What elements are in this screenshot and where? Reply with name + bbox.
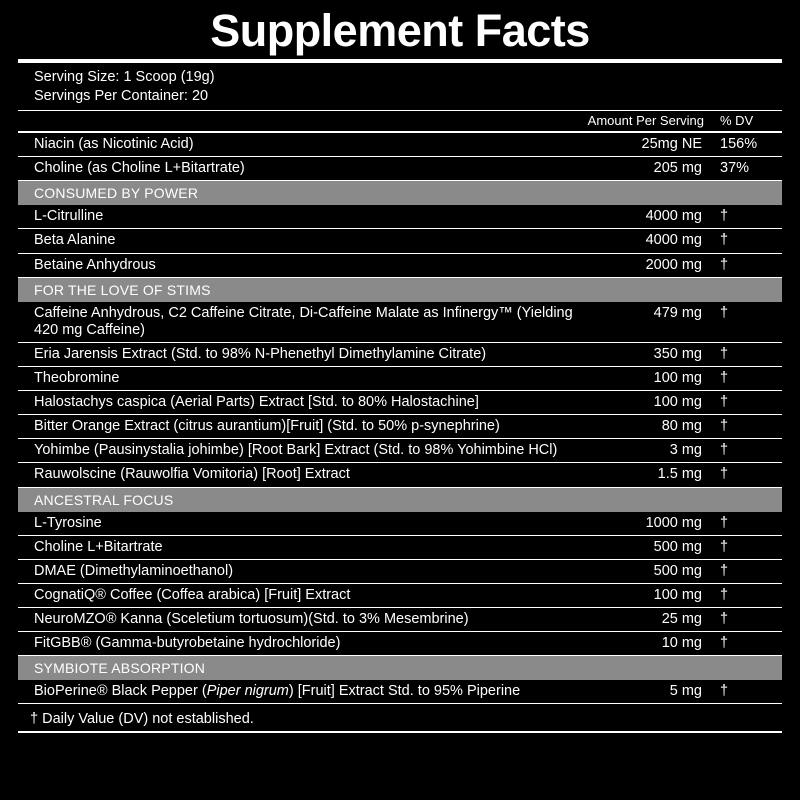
ingredient-name: Yohimbe (Pausinystalia johimbe) [Root Bark] Extract (Std. to 98% Yohimbine HCl)	[34, 442, 558, 459]
ingredient-amount: 500 mg	[653, 562, 702, 579]
group-header-label: FOR THE LOVE OF STIMS	[18, 277, 782, 302]
footer-divider	[18, 731, 782, 733]
group-header-row	[18, 277, 782, 302]
ingredient-daily-value: †	[720, 394, 729, 411]
serving-info	[18, 63, 782, 110]
ingredient-daily-value: 37%	[720, 160, 750, 177]
amount-per-serving-header: Amount Per Serving	[587, 113, 704, 129]
ingredient-daily-value: †	[720, 610, 729, 627]
ingredient-daily-value: †	[720, 635, 729, 652]
ingredient-name: Theobromine	[34, 369, 120, 386]
ingredient-amount: 3 mg	[669, 442, 702, 459]
ingredient-name: DMAE (Dimethylaminoethanol)	[34, 562, 234, 579]
servings-per-container: Servings Per Container: 20	[34, 87, 209, 104]
ingredient-daily-value: †	[720, 304, 729, 321]
ingredient-name: Betaine Anhydrous	[34, 256, 156, 273]
table-row	[18, 680, 782, 704]
group-header-label: ANCESTRAL FOCUS	[18, 487, 782, 512]
ingredient-amount: 10 mg	[661, 635, 702, 652]
ingredient-name: Bitter Orange Extract (citrus aurantium)[Fruit] (Std. to 50% p-synephrine)	[34, 418, 500, 435]
ingredient-amount: 205 mg	[653, 160, 702, 177]
ingredient-amount: 1000 mg	[645, 514, 702, 531]
table-row	[18, 302, 782, 343]
ingredient-amount: 100 mg	[653, 586, 702, 603]
ingredient-daily-value: †	[720, 418, 729, 435]
ingredient-daily-value: †	[720, 683, 729, 700]
table-row	[18, 229, 782, 253]
ingredient-amount: 80 mg	[661, 418, 702, 435]
ingredient-daily-value: †	[720, 466, 729, 483]
ingredient-name: L-Tyrosine	[34, 514, 102, 531]
table-row	[18, 205, 782, 229]
ingredient-name: Beta Alanine	[34, 232, 116, 249]
ingredient-name: BioPerine® Black Pepper (Piper nigrum) [Fruit] Extract Std. to 95% Piperine	[34, 683, 521, 700]
ingredient-daily-value: †	[720, 208, 729, 225]
ingredient-amount: 500 mg	[653, 538, 702, 555]
daily-value-header: % DV	[720, 113, 754, 129]
ingredient-daily-value: 156%	[720, 136, 758, 153]
table-row	[18, 415, 782, 439]
table-row	[18, 463, 782, 487]
nutrition-table	[18, 133, 782, 704]
ingredient-amount: 25mg NE	[641, 136, 702, 153]
group-header-row	[18, 656, 782, 681]
ingredient-amount: 350 mg	[653, 345, 702, 362]
ingredient-amount: 1.5 mg	[657, 466, 702, 483]
ingredient-daily-value: †	[720, 232, 729, 249]
table-row	[18, 366, 782, 390]
table-row	[18, 583, 782, 607]
table-row	[18, 342, 782, 366]
ingredient-name: CognatiQ® Coffee (Coffea arabica) [Fruit] Extract	[34, 586, 351, 603]
group-header-label: SYMBIOTE ABSORPTION	[18, 656, 782, 681]
group-header-label: CONSUMED BY POWER	[18, 181, 782, 206]
ingredient-amount: 5 mg	[669, 683, 702, 700]
table-row	[18, 391, 782, 415]
group-header-row	[18, 487, 782, 512]
table-row	[18, 535, 782, 559]
table-row	[18, 559, 782, 583]
ingredient-daily-value: †	[720, 538, 729, 555]
ingredient-daily-value: †	[720, 345, 729, 362]
ingredient-daily-value: †	[720, 586, 729, 603]
ingredient-amount: 2000 mg	[645, 256, 702, 273]
ingredient-name: Eria Jarensis Extract (Std. to 98% N-Phenethyl Dimethylamine Citrate)	[34, 345, 487, 362]
ingredient-name: Halostachys caspica (Aerial Parts) Extract [Std. to 80% Halostachine]	[34, 394, 479, 411]
ingredient-name: Choline L+Bitartrate	[34, 538, 163, 555]
ingredient-daily-value: †	[720, 562, 729, 579]
table-row	[18, 632, 782, 656]
ingredient-daily-value: †	[720, 442, 729, 459]
table-row	[18, 157, 782, 181]
ingredient-name: Niacin (as Nicotinic Acid)	[34, 136, 194, 153]
ingredient-amount: 25 mg	[661, 610, 702, 627]
footnote: † Daily Value (DV) not established.	[30, 711, 254, 728]
ingredient-name: Choline (as Choline L+Bitartrate)	[34, 160, 245, 177]
serving-size: Serving Size: 1 Scoop (19g)	[34, 69, 215, 85]
ingredient-latin-name: Piper nigrum	[206, 683, 289, 700]
ingredient-amount: 479 mg	[653, 304, 702, 321]
ingredient-amount: 4000 mg	[645, 208, 702, 225]
page-title: Supplement Facts	[210, 5, 590, 56]
ingredient-amount: 100 mg	[653, 394, 702, 411]
ingredient-amount: 100 mg	[653, 369, 702, 386]
ingredient-name: Rauwolscine (Rauwolfia Vomitoria) [Root] Extract	[34, 466, 350, 483]
table-row	[18, 439, 782, 463]
ingredient-daily-value: †	[720, 514, 729, 531]
table-row	[18, 607, 782, 631]
table-row	[18, 133, 782, 157]
table-row	[18, 253, 782, 277]
ingredient-name: L-Citrulline	[34, 208, 104, 225]
ingredient-amount: 4000 mg	[645, 232, 702, 249]
ingredient-name: NeuroMZO® Kanna (Sceletium tortuosum)(Std. to 3% Mesembrine)	[34, 610, 469, 627]
group-header-row	[18, 181, 782, 206]
ingredient-daily-value: †	[720, 369, 729, 386]
column-headers	[18, 111, 782, 131]
ingredient-name: Caffeine Anhydrous, C2 Caffeine Citrate, Di-Caffeine Malate as Infinergy™ (Yielding 420 mg Caffeine)	[34, 304, 573, 338]
ingredient-name: FitGBB® (Gamma-butyrobetaine hydrochloride)	[34, 635, 341, 652]
table-row	[18, 512, 782, 536]
ingredient-daily-value: †	[720, 256, 729, 273]
